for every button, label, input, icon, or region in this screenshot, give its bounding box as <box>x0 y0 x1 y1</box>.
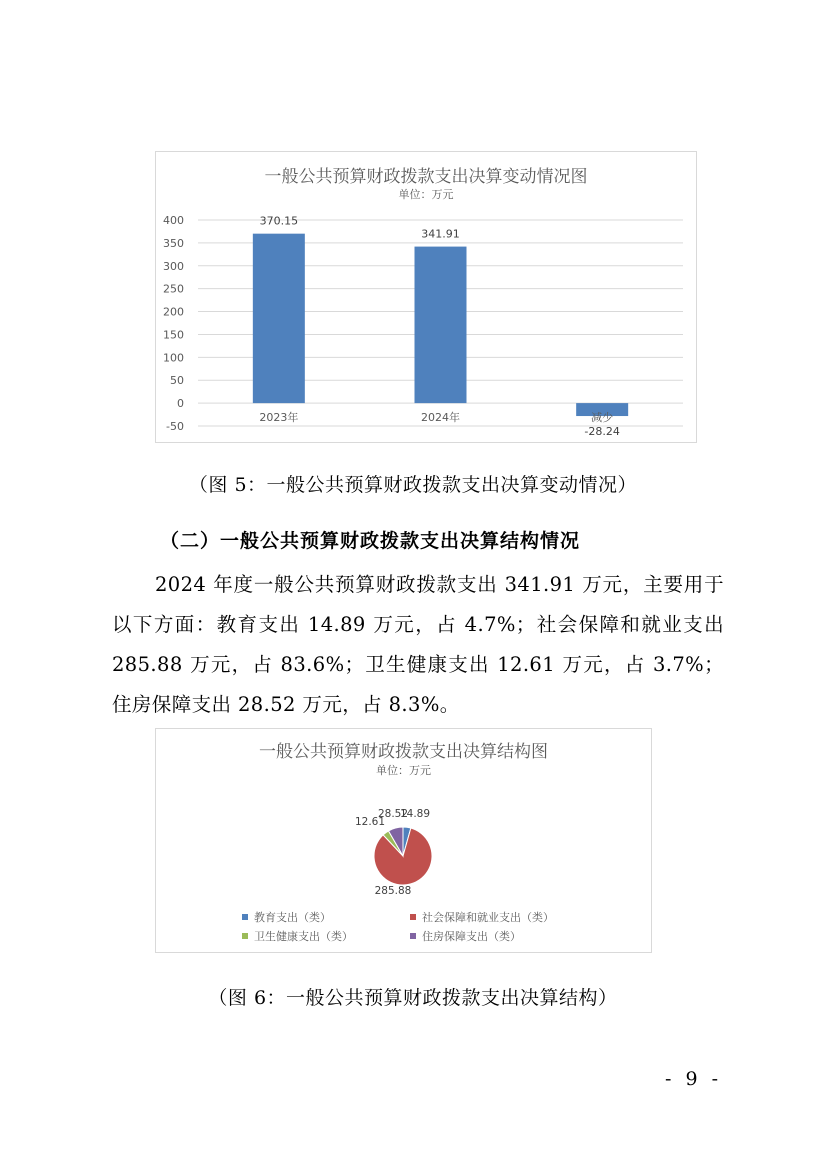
pie-data-label: 12.61 <box>354 816 386 828</box>
chart-subtitle: 单位：万元 <box>376 764 431 777</box>
chart-subtitle: 单位：万元 <box>398 188 454 201</box>
y-tick-label: 350 <box>163 236 184 250</box>
y-tick-label: -50 <box>166 420 184 433</box>
legend-item-education <box>242 909 331 925</box>
section-heading: （二）一般公共预算财政拨款支出决算结构情况 <box>160 530 581 552</box>
data-label: -28.24 <box>584 425 620 439</box>
legend-swatch <box>410 933 416 939</box>
legend-item-social-security <box>410 909 554 925</box>
legend-swatch <box>242 933 248 939</box>
legend-label: 卫生健康支出（类） <box>254 930 353 943</box>
pie-data-label: 28.52 <box>377 808 409 820</box>
y-tick-label: 200 <box>163 305 184 319</box>
body-paragraph: 2024 年度一般公共预算财政拨款支出 341.91 万元，主要用于以下方面：教育支出 14.89 万元，占 4.7%；社会保障和就业支出 285.88 万元，占 83.6%；卫生健康支出 12.61 万元，占 3.7%；住房保障支出 28.52 万元，占 8.3%。 <box>112 573 724 716</box>
chart-title: 一般公共预算财政拨款支出决算结构图 <box>259 742 548 762</box>
figure-caption-6: （图 6：一般公共预算财政拨款支出决算结构） <box>208 987 618 1009</box>
pie-data-label: 14.89 <box>399 808 431 820</box>
pie-chart-plot <box>156 729 651 904</box>
legend-swatch <box>242 914 248 920</box>
legend-label: 教育支出（类） <box>254 911 331 924</box>
bar-chart-expenditure-change <box>155 151 697 443</box>
data-label: 341.91 <box>421 227 460 241</box>
y-tick-label: 400 <box>163 214 184 227</box>
y-tick-label: 0 <box>177 397 184 411</box>
bar-chart-plot <box>156 152 696 442</box>
y-tick-label: 300 <box>163 259 184 273</box>
pie-chart-expenditure-structure <box>155 728 652 953</box>
legend-label: 社会保障和就业支出（类） <box>422 911 554 924</box>
y-tick-label: 150 <box>163 328 184 342</box>
figure-caption-5: （图 5：一般公共预算财政拨款支出决算变动情况） <box>188 474 638 496</box>
x-category-label: 2024年 <box>421 411 460 425</box>
pie-data-label: 285.88 <box>374 885 412 897</box>
legend-swatch <box>410 914 416 920</box>
y-tick-label: 250 <box>163 282 184 296</box>
legend-label: 住房保障支出（类） <box>422 930 521 943</box>
x-category-label: 减少 <box>591 411 614 425</box>
chart-title: 一般公共预算财政拨款支出决算变动情况图 <box>264 167 588 187</box>
legend-item-health <box>242 928 353 944</box>
bar <box>415 247 467 404</box>
y-tick-label: 50 <box>170 374 184 388</box>
x-category-label: 2023年 <box>259 411 299 425</box>
page-number: - 9 - <box>664 1068 722 1090</box>
y-tick-label: 100 <box>163 351 184 365</box>
bar <box>253 234 305 403</box>
legend-item-housing <box>410 928 521 944</box>
data-label: 370.15 <box>259 214 299 228</box>
